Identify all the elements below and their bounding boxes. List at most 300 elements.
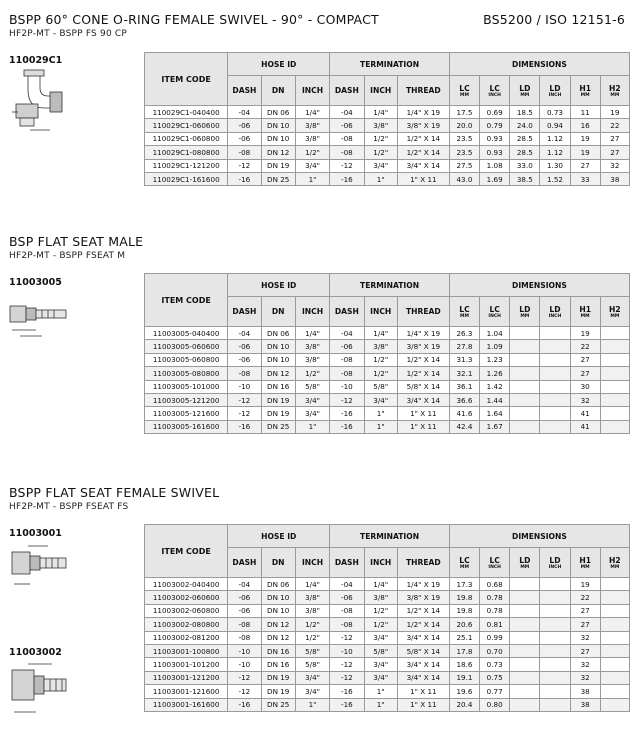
ld-mm-header: LD MM (510, 76, 540, 106)
hose-dn-cell: DN 10 (261, 132, 295, 145)
termination-header: TERMINATION (330, 525, 450, 548)
thread-cell: 1" X 11 (397, 172, 449, 185)
h2-cell: 38 (600, 172, 629, 185)
table-row (145, 685, 630, 698)
female-swivel-large-fitting-drawing (8, 660, 70, 722)
ld-mm-cell: 28.5 (510, 132, 540, 145)
hose-dn-cell: DN 12 (261, 631, 295, 644)
lc-mm-cell: 43.0 (449, 172, 479, 185)
item-code-cell: 11003002-081200 (145, 631, 228, 644)
thread-cell: 1/2" X 14 (397, 353, 449, 366)
dn-header: DN (261, 297, 295, 327)
hose-dn-cell: DN 16 (261, 658, 295, 671)
ld-inch-cell (540, 367, 570, 380)
hose-dash-cell: -06 (228, 591, 261, 604)
table-row (145, 393, 630, 406)
ld-inch-header: LD INCH (540, 548, 570, 578)
hose-inch-cell: 1/2" (295, 367, 329, 380)
hose-dn-cell: DN 16 (261, 380, 295, 393)
ld-inch-cell: 1.52 (540, 172, 570, 185)
inch-header: INCH (295, 297, 329, 327)
h1-cell: 27 (570, 604, 600, 617)
ld-inch-cell (540, 380, 570, 393)
ld-mm-cell (510, 578, 540, 591)
hose-dn-cell: DN 19 (261, 685, 295, 698)
dn-header: DN (261, 76, 295, 106)
thread-cell: 3/4" X 14 (397, 393, 449, 406)
hose-dash-cell: -08 (228, 367, 261, 380)
lc-inch-cell: 1.69 (480, 172, 510, 185)
h1-cell: 22 (570, 591, 600, 604)
thread-cell: 1/2" X 14 (397, 132, 449, 145)
ld-mm-header: LD MM (510, 548, 540, 578)
h2-header: H2 MM (600, 548, 629, 578)
thread-cell: 3/8" X 19 (397, 119, 449, 132)
spec-table (144, 52, 630, 186)
hose-dash-cell: -06 (228, 132, 261, 145)
ld-mm-cell (510, 420, 540, 433)
lc-mm-cell: 17.5 (449, 106, 479, 119)
ld-mm-cell (510, 685, 540, 698)
term-dash-cell: -16 (330, 685, 364, 698)
item-code-cell: 11003002-080800 (145, 618, 228, 631)
hose-id-header: HOSE ID (228, 525, 330, 548)
lc-mm-cell: 20.6 (449, 618, 479, 631)
termination-header: TERMINATION (330, 274, 450, 297)
ld-inch-cell (540, 604, 570, 617)
lc-inch-cell: 0.93 (480, 146, 510, 159)
ld-inch-cell (540, 671, 570, 684)
lc-inch-cell: 1.44 (480, 393, 510, 406)
table-row (145, 604, 630, 617)
term-inch-cell: 1/4" (364, 106, 397, 119)
hose-dash-cell: -06 (228, 119, 261, 132)
inch-header: INCH (295, 76, 329, 106)
term-dash-cell: -12 (330, 631, 364, 644)
hose-inch-cell: 1/4" (295, 327, 329, 340)
thread-cell: 1" X 11 (397, 420, 449, 433)
ld-mm-cell: 33.0 (510, 159, 540, 172)
term-dash-cell: -16 (330, 420, 364, 433)
term-inch-cell: 3/4" (364, 658, 397, 671)
ld-inch-cell (540, 407, 570, 420)
item-code-cell: 110029C1-060800 (145, 132, 228, 145)
table-row (145, 106, 630, 119)
lc-inch-cell: 0.73 (480, 658, 510, 671)
term-inch-cell: 1/2" (364, 353, 397, 366)
thread-cell: 1/2" X 14 (397, 604, 449, 617)
h1-cell: 41 (570, 407, 600, 420)
table-row (145, 618, 630, 631)
ld-inch-cell (540, 618, 570, 631)
straight-male-fitting-drawing (8, 296, 70, 342)
h1-cell: 16 (570, 119, 600, 132)
ld-inch-cell (540, 578, 570, 591)
term-dash-cell: -16 (330, 407, 364, 420)
term-inch-cell: 1" (364, 698, 397, 711)
hose-inch-cell: 1/2" (295, 618, 329, 631)
ld-mm-cell: 38.5 (510, 172, 540, 185)
item-code-cell: 11003005-121600 (145, 407, 228, 420)
term-dash-cell: -08 (330, 353, 364, 366)
h1-cell: 32 (570, 631, 600, 644)
lc-inch-cell: 0.81 (480, 618, 510, 631)
h1-header: H1 MM (570, 548, 600, 578)
table-row (145, 698, 630, 711)
item-code-cell: 110029C1-080800 (145, 146, 228, 159)
ld-inch-cell (540, 685, 570, 698)
table-row (145, 353, 630, 366)
item-code-cell: 11003005-121200 (145, 393, 228, 406)
hose-dn-cell: DN 10 (261, 604, 295, 617)
hose-inch-cell: 1/2" (295, 631, 329, 644)
ld-inch-cell (540, 591, 570, 604)
table-row (145, 159, 630, 172)
ld-mm-cell (510, 353, 540, 366)
term-inch-cell: 1" (364, 420, 397, 433)
item-code-cell: 11003001-121600 (145, 685, 228, 698)
h1-cell: 32 (570, 671, 600, 684)
lc-mm-cell: 20.4 (449, 698, 479, 711)
table-row (145, 172, 630, 185)
hose-dash-cell: -16 (228, 698, 261, 711)
term-dash-cell: -06 (330, 591, 364, 604)
h1-cell: 19 (570, 146, 600, 159)
lc-inch-header: LC INCH (480, 297, 510, 327)
lc-mm-cell: 27.5 (449, 159, 479, 172)
h1-cell: 38 (570, 685, 600, 698)
term-inch-cell: 3/4" (364, 631, 397, 644)
table-row (145, 380, 630, 393)
inch-header: INCH (364, 548, 397, 578)
hose-dash-cell: -06 (228, 353, 261, 366)
lc-inch-cell: 0.93 (480, 132, 510, 145)
lc-inch-cell: 1.67 (480, 420, 510, 433)
h2-cell (600, 671, 629, 684)
h2-cell (600, 644, 629, 657)
h1-cell: 32 (570, 658, 600, 671)
hose-dash-cell: -12 (228, 393, 261, 406)
item-code-cell: 11003001-101200 (145, 658, 228, 671)
h2-cell (600, 327, 629, 340)
lc-mm-cell: 36.1 (449, 380, 479, 393)
term-inch-cell: 3/4" (364, 671, 397, 684)
h1-cell: 22 (570, 340, 600, 353)
ld-mm-cell (510, 407, 540, 420)
hose-dn-cell: DN 06 (261, 578, 295, 591)
product-code: 11003005 (9, 277, 62, 288)
lc-inch-cell: 1.26 (480, 367, 510, 380)
lc-inch-header: LC INCH (480, 548, 510, 578)
hose-dn-cell: DN 19 (261, 393, 295, 406)
lc-inch-cell: 0.80 (480, 698, 510, 711)
hose-inch-cell: 3/4" (295, 407, 329, 420)
term-inch-cell: 1/2" (364, 604, 397, 617)
table-row (145, 578, 630, 591)
hose-inch-cell: 3/8" (295, 340, 329, 353)
ld-inch-cell: 1.12 (540, 132, 570, 145)
hose-dash-cell: -10 (228, 644, 261, 657)
item-code-cell: 11003005-060600 (145, 340, 228, 353)
ld-inch-cell: 0.73 (540, 106, 570, 119)
hose-inch-cell: 5/8" (295, 380, 329, 393)
hose-dn-cell: DN 10 (261, 591, 295, 604)
lc-mm-cell: 36.6 (449, 393, 479, 406)
thread-cell: 1/2" X 14 (397, 146, 449, 159)
h2-cell (600, 685, 629, 698)
lc-mm-header: LC MM (449, 297, 479, 327)
table-row (145, 119, 630, 132)
h2-cell (600, 367, 629, 380)
spec-table (144, 273, 630, 434)
hose-id-header: HOSE ID (228, 274, 330, 297)
table-row (145, 591, 630, 604)
lc-mm-cell: 26.3 (449, 327, 479, 340)
term-inch-cell: 1/2" (364, 367, 397, 380)
term-inch-cell: 1/2" (364, 132, 397, 145)
hose-dn-cell: DN 12 (261, 146, 295, 159)
h1-cell: 19 (570, 578, 600, 591)
term-dash-cell: -10 (330, 380, 364, 393)
table-row (145, 340, 630, 353)
thread-cell: 3/4" X 14 (397, 658, 449, 671)
lc-mm-cell: 27.8 (449, 340, 479, 353)
term-dash-cell: -12 (330, 658, 364, 671)
table-row (145, 644, 630, 657)
h1-cell: 19 (570, 132, 600, 145)
hose-dn-cell: DN 10 (261, 340, 295, 353)
table-row (145, 327, 630, 340)
item-code-header: ITEM CODE (145, 525, 228, 578)
ld-mm-cell (510, 631, 540, 644)
item-code-header: ITEM CODE (145, 274, 228, 327)
lc-mm-cell: 41.6 (449, 407, 479, 420)
dash-header: DASH (228, 548, 261, 578)
item-code-cell: 11003005-161600 (145, 420, 228, 433)
lc-mm-cell: 23.5 (449, 146, 479, 159)
term-dash-cell: -06 (330, 340, 364, 353)
female-swivel-fitting-drawing (8, 542, 70, 592)
thread-cell: 1" X 11 (397, 698, 449, 711)
termination-header: TERMINATION (330, 53, 450, 76)
lc-mm-cell: 19.6 (449, 685, 479, 698)
h1-cell: 27 (570, 353, 600, 366)
ld-inch-cell (540, 420, 570, 433)
item-code-cell: 11003002-040400 (145, 578, 228, 591)
lc-inch-cell: 0.77 (480, 685, 510, 698)
h2-cell (600, 393, 629, 406)
table-row (145, 420, 630, 433)
h1-header: H1 MM (570, 297, 600, 327)
lc-inch-cell: 0.68 (480, 578, 510, 591)
inch-header: INCH (364, 297, 397, 327)
product-code: 11003002 (9, 647, 62, 658)
ld-mm-cell (510, 393, 540, 406)
hose-dn-cell: DN 06 (261, 327, 295, 340)
lc-mm-cell: 17.3 (449, 578, 479, 591)
term-inch-cell: 3/8" (364, 591, 397, 604)
hose-inch-cell: 3/4" (295, 393, 329, 406)
ld-inch-cell (540, 631, 570, 644)
dash-header: DASH (330, 297, 364, 327)
thread-header: THREAD (397, 548, 449, 578)
lc-mm-cell: 23.5 (449, 132, 479, 145)
elbow-fitting-drawing (10, 68, 68, 138)
term-inch-cell: 3/8" (364, 119, 397, 132)
thread-cell: 1/4" X 19 (397, 578, 449, 591)
hose-dash-cell: -04 (228, 578, 261, 591)
hose-dn-cell: DN 19 (261, 671, 295, 684)
hose-dn-cell: DN 12 (261, 367, 295, 380)
term-dash-cell: -12 (330, 159, 364, 172)
h1-cell: 27 (570, 644, 600, 657)
thread-cell: 1/4" X 19 (397, 327, 449, 340)
thread-cell: 1/4" X 19 (397, 106, 449, 119)
hose-dn-cell: DN 10 (261, 119, 295, 132)
ld-inch-cell: 1.12 (540, 146, 570, 159)
thread-cell: 3/4" X 14 (397, 671, 449, 684)
h1-cell: 33 (570, 172, 600, 185)
term-inch-cell: 1" (364, 172, 397, 185)
h2-header: H2 MM (600, 76, 629, 106)
dn-header: DN (261, 548, 295, 578)
section-subtitle: HF2P-MT - BSPP FSEAT M (9, 251, 126, 261)
hose-dn-cell: DN 25 (261, 698, 295, 711)
thread-cell: 5/8" X 14 (397, 380, 449, 393)
hose-inch-cell: 1" (295, 698, 329, 711)
h1-cell: 32 (570, 393, 600, 406)
dimensions-header: DIMENSIONS (449, 525, 629, 548)
ld-mm-cell: 18.5 (510, 106, 540, 119)
hose-dash-cell: -16 (228, 172, 261, 185)
hose-dash-cell: -06 (228, 604, 261, 617)
table-row (145, 367, 630, 380)
ld-mm-cell (510, 327, 540, 340)
table-row (145, 631, 630, 644)
ld-inch-cell (540, 698, 570, 711)
item-code-cell: 11003002-060800 (145, 604, 228, 617)
term-inch-cell: 1" (364, 407, 397, 420)
hose-dash-cell: -12 (228, 159, 261, 172)
section-subtitle: HF2P-MT - BSPP FSEAT FS (9, 502, 129, 512)
item-code-header: ITEM CODE (145, 53, 228, 106)
product-code: 110029C1 (9, 55, 63, 66)
lc-inch-cell: 0.78 (480, 591, 510, 604)
thread-cell: 1/2" X 14 (397, 367, 449, 380)
table-row (145, 146, 630, 159)
term-inch-cell: 3/8" (364, 340, 397, 353)
h1-cell: 38 (570, 698, 600, 711)
hose-inch-cell: 3/8" (295, 119, 329, 132)
term-dash-cell: -08 (330, 604, 364, 617)
item-code-cell: 110029C1-121200 (145, 159, 228, 172)
hose-dn-cell: DN 19 (261, 407, 295, 420)
inch-header: INCH (295, 548, 329, 578)
term-dash-cell: -08 (330, 367, 364, 380)
h2-cell: 27 (600, 132, 629, 145)
term-inch-cell: 3/4" (364, 159, 397, 172)
h2-cell (600, 698, 629, 711)
hose-dn-cell: DN 10 (261, 353, 295, 366)
table-row (145, 671, 630, 684)
term-inch-cell: 5/8" (364, 644, 397, 657)
item-code-cell: 110029C1-040400 (145, 106, 228, 119)
hose-dash-cell: -06 (228, 340, 261, 353)
hose-dn-cell: DN 06 (261, 106, 295, 119)
lc-mm-cell: 32.1 (449, 367, 479, 380)
term-inch-cell: 3/4" (364, 393, 397, 406)
hose-inch-cell: 5/8" (295, 644, 329, 657)
term-dash-cell: -04 (330, 578, 364, 591)
h2-cell (600, 631, 629, 644)
section-subtitle: HF2P-MT - BSPP FS 90 CP (9, 29, 128, 39)
item-code-cell: 11003001-100800 (145, 644, 228, 657)
thread-cell: 5/8" X 14 (397, 644, 449, 657)
ld-mm-cell (510, 698, 540, 711)
ld-inch-cell: 1.30 (540, 159, 570, 172)
ld-mm-cell (510, 340, 540, 353)
hose-dn-cell: DN 16 (261, 644, 295, 657)
term-dash-cell: -08 (330, 132, 364, 145)
ld-mm-cell (510, 367, 540, 380)
lc-mm-header: LC MM (449, 76, 479, 106)
lc-inch-cell: 0.70 (480, 644, 510, 657)
hose-dash-cell: -08 (228, 618, 261, 631)
h2-cell: 27 (600, 146, 629, 159)
term-dash-cell: -12 (330, 393, 364, 406)
ld-inch-cell: 0.94 (540, 119, 570, 132)
hose-inch-cell: 1/2" (295, 146, 329, 159)
lc-inch-header: LC INCH (480, 76, 510, 106)
hose-dash-cell: -10 (228, 380, 261, 393)
table-row (145, 407, 630, 420)
ld-mm-cell (510, 604, 540, 617)
hose-dash-cell: -16 (228, 420, 261, 433)
hose-dn-cell: DN 12 (261, 618, 295, 631)
ld-inch-header: LD INCH (540, 297, 570, 327)
hose-inch-cell: 1/4" (295, 578, 329, 591)
h1-cell: 27 (570, 618, 600, 631)
term-dash-cell: -10 (330, 644, 364, 657)
lc-inch-cell: 1.04 (480, 327, 510, 340)
lc-mm-cell: 17.8 (449, 644, 479, 657)
ld-mm-cell: 28.5 (510, 146, 540, 159)
hose-inch-cell: 3/8" (295, 604, 329, 617)
hose-dash-cell: -04 (228, 327, 261, 340)
h2-cell: 19 (600, 106, 629, 119)
item-code-cell: 110029C1-060600 (145, 119, 228, 132)
item-code-cell: 11003002-060600 (145, 591, 228, 604)
item-code-cell: 11003005-080800 (145, 367, 228, 380)
h1-cell: 27 (570, 367, 600, 380)
h2-cell (600, 407, 629, 420)
h1-cell: 19 (570, 327, 600, 340)
hose-inch-cell: 3/4" (295, 685, 329, 698)
h1-header: H1 MM (570, 76, 600, 106)
item-code-cell: 11003001-121200 (145, 671, 228, 684)
table-row (145, 132, 630, 145)
ld-inch-cell (540, 658, 570, 671)
hose-inch-cell: 1/4" (295, 106, 329, 119)
lc-inch-cell: 0.99 (480, 631, 510, 644)
ld-mm-cell (510, 591, 540, 604)
dash-header: DASH (228, 76, 261, 106)
lc-inch-cell: 1.64 (480, 407, 510, 420)
lc-inch-cell: 0.79 (480, 119, 510, 132)
lc-inch-cell: 1.42 (480, 380, 510, 393)
item-code-cell: 11003005-040400 (145, 327, 228, 340)
h2-cell (600, 380, 629, 393)
